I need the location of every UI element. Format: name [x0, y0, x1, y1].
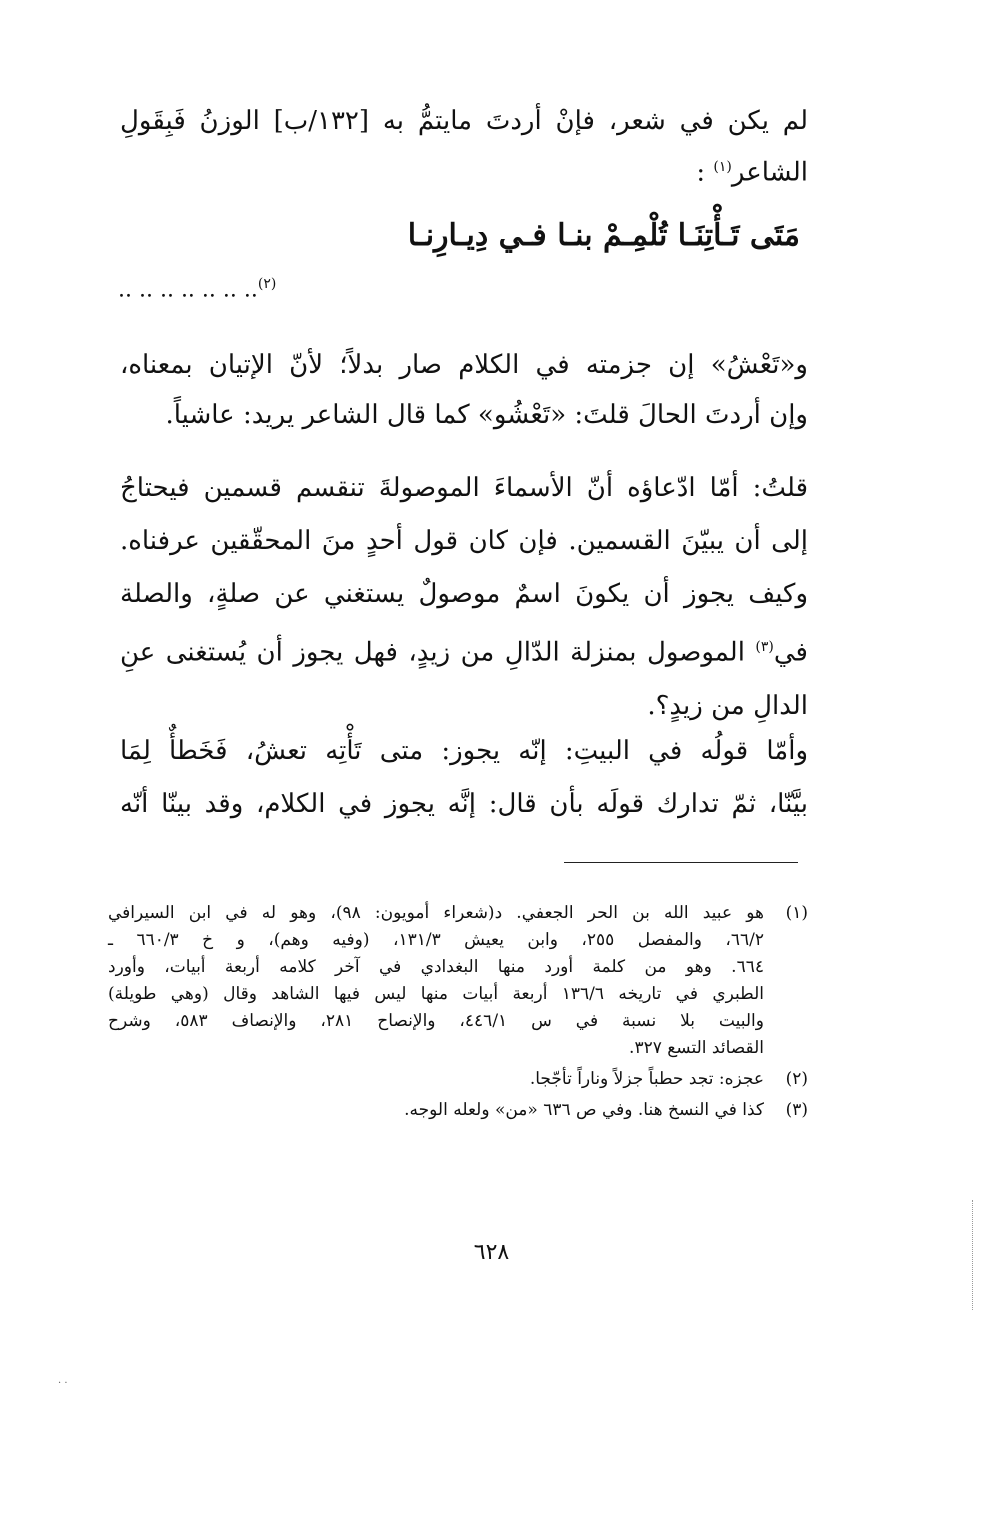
footnote-number: (١) [785, 903, 808, 923]
paragraph-3 [120, 462, 808, 733]
scan-margin-mark [972, 1200, 973, 1310]
paragraph-3-line-5: الدالِ من زيدٍ؟. [647, 690, 808, 721]
paragraph-2-line-2: وإن أردتَ الحالَ قلتَ: «تَعْشُو» كما قال الشاعر يريد: عاشياً. [165, 400, 808, 430]
footnote-line: ٦٦/٢، والمفصل ٢٥٥، وابن يعيش ١٣١/٣، (وفيه وهم)، و خ ٦٦٠/٣ ـ [108, 930, 765, 950]
paragraph-3-line-1: قلتُ: أمّا ادّعاؤه أنّ الأسماءَ الموصولةَ تنقسم قسمين فيحتاجُ [120, 473, 808, 503]
footnote-line: هو عبيد الله بن الحر الجعفي. د(شعراء أمويون: ٩٨)، وهو له في ابن السيرافي [108, 903, 764, 923]
page-number: ٦٢٨ [473, 1240, 510, 1265]
footnote-number: (٢) [785, 1069, 808, 1089]
paragraph-3-line-4-rest: الموصول بمنزلة الدّالِ من زيدٍ، فهل يجوز أن يُستغنى عنِ [120, 637, 756, 668]
word-fi: في [773, 637, 808, 668]
footnote-line: ٦٦٤. وهو من كلمة أورد منها البغدادي في آخر كلامه أربعة أبيات، وأورد [108, 957, 764, 977]
footnote-2 [108, 1066, 808, 1093]
verse-hemistich: مَتَى تَـأْتِنَـا تُلْمِـمْ بنـا فـي دِيـارِنـا [407, 218, 800, 253]
footnote-ref-3: (٣) [755, 639, 774, 655]
paragraph-1-line-1: لم يكن في شعر، فإنْ أردتَ مايتمُّ به [١٣٢/ب] الوزنُ فَبِقَولِ [120, 106, 808, 136]
paragraph-3-line-3: وكيف يجوز أن يكونَ اسمٌ موصولٌ يستغني عن صلةٍ، والصلة [120, 579, 808, 609]
footnote-number: (٣) [785, 1100, 808, 1120]
paragraph-4-line-2: بيَّنّا، ثمّ تدارك قولَه بأن قال: إنَّه يجوز في الكلام، وقد بينّا أنّه [120, 789, 808, 819]
paragraph-4 [120, 725, 808, 831]
footnote-line: كذا في النسخ هنا. وفي ص ٦٣٦ «من» ولعله الوجه. [404, 1100, 764, 1120]
footnote-1 [108, 900, 808, 1062]
footnote-text [108, 1066, 764, 1093]
scan-speck: · · [58, 1378, 68, 1389]
footnote-text [108, 900, 764, 1062]
poet-label: الشاعر [731, 157, 808, 188]
footnote-text [108, 1097, 764, 1124]
verse-ellipsis [118, 276, 498, 302]
footnotes [108, 900, 808, 1128]
paragraph-2 [120, 340, 808, 440]
paragraph-2-line-1: و«تَعْشُ» إن جزمته في الكلام صار بدلاً؛ لأنّ الإتيان بمعناه، [120, 350, 808, 380]
paragraph-4-line-1: وأمّا قولُه في البيتِ: إنّه يجوز: متى تَأْتِه تعشُ، فَخَطأٌ لِمَا [120, 736, 808, 766]
footnote-3 [108, 1097, 808, 1124]
footnote-separator [564, 862, 798, 863]
paragraph-1-line-2 [120, 144, 808, 196]
paragraph-3-line-2: إلى أن يبيّنَ القسمين. فإن كان قول أحدٍ منَ المحقّقين عرفناه. [120, 526, 808, 556]
footnote-line: عجزه: تجد حطباً جزلاً وناراً تأجّجا. [529, 1069, 764, 1089]
paragraph-1 [120, 98, 808, 196]
ellipsis-dots: .. .. .. .. .. .. .. [118, 277, 258, 303]
colon: : [696, 157, 714, 188]
footnote-ref-1: (١) [713, 159, 732, 175]
footnote-line: والبيت بلا نسبة في س ٤٤٦/١، والإنصاح ٢٨١، والإنصاف ٥٨٣، وشرح [108, 1011, 764, 1031]
footnote-line: القصائد التسع ٣٢٧. [629, 1038, 764, 1058]
footnote-ref-2: (٢) [257, 276, 277, 292]
paragraph-3-line-4 [120, 621, 808, 680]
footnote-line: الطبري في تاريخه ١٣٦/٦ أربعة أبيات منها ليس فيها الشاهد وقال (وهي طويلة) [108, 984, 764, 1004]
